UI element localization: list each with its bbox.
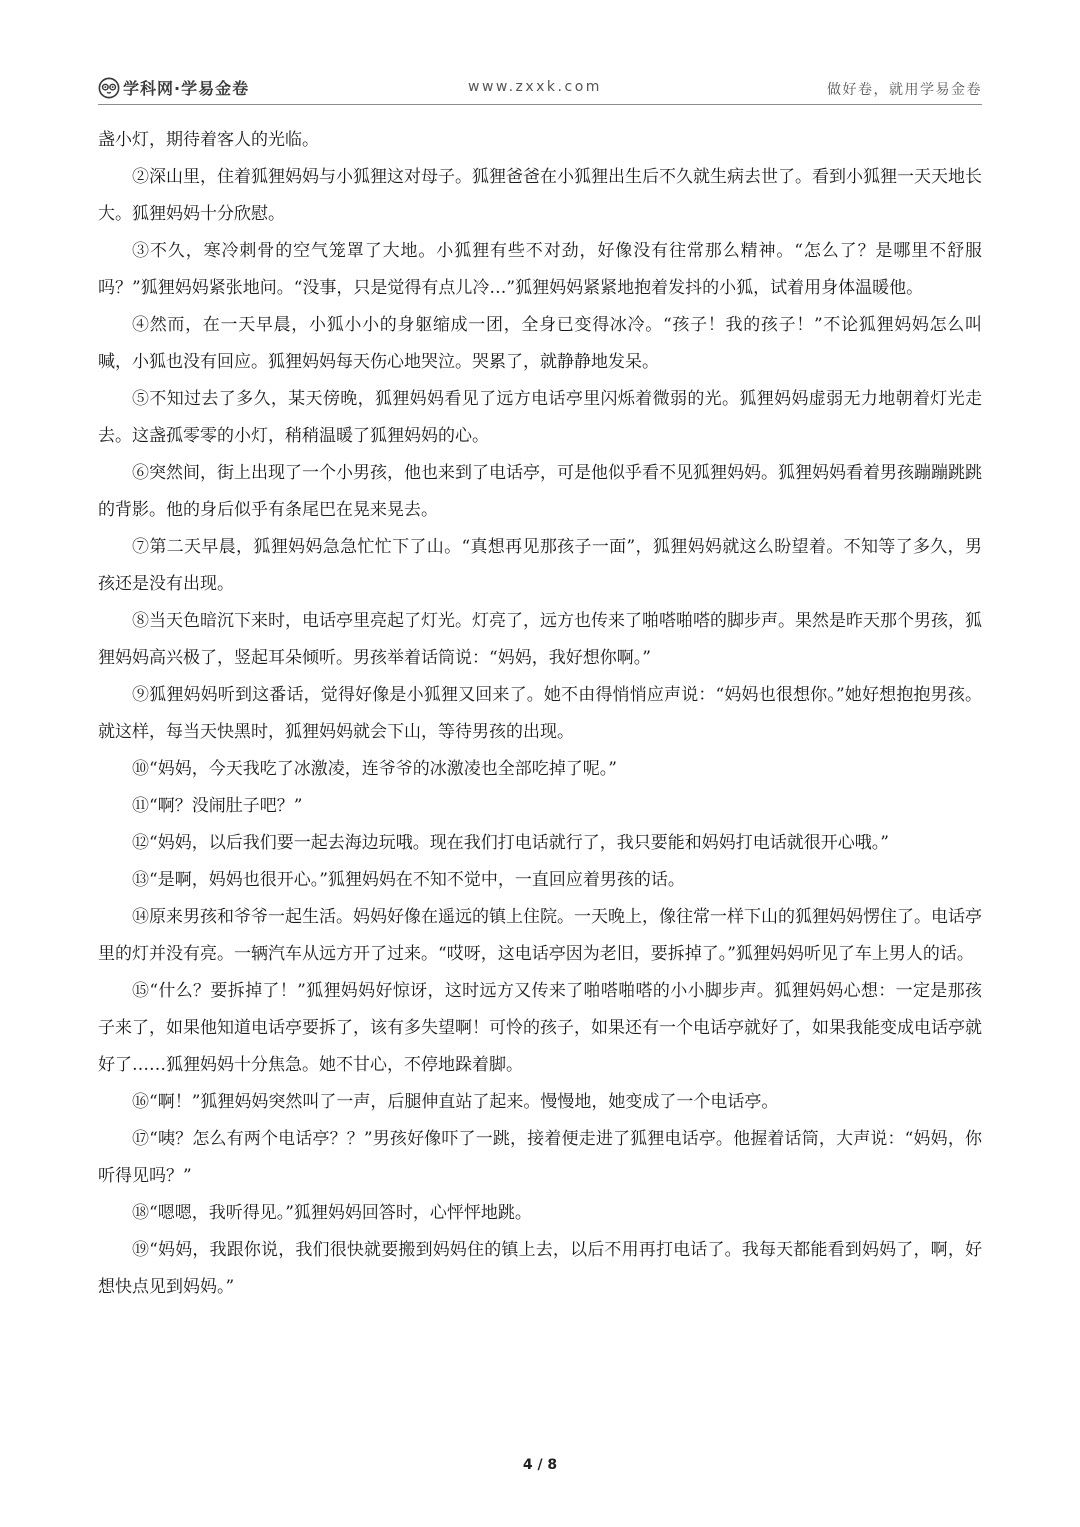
paragraph-continued: 盏小灯，期待着客人的光临。 [98,130,319,150]
paragraph-2: ②深山里，住着狐狸妈妈与小狐狸这对母子。狐狸爸爸在小狐狸出生后不久就生病去世了。看到小狐狸一天天地长大。狐狸妈妈十分欣慰。 [98,167,982,224]
header-divider [98,104,982,105]
paragraph-5: ⑤不知过去了多久，某天傍晚，狐狸妈妈看见了远方电话亭里闪烁着微弱的光。狐狸妈妈虚弱无力地朝着灯光走去。这盏孤零零的小灯，稍稍温暖了狐狸妈妈的心。 [98,389,982,446]
paragraph-4: ④然而，在一天早晨，小狐小小的身躯缩成一团，全身已变得冰冷。“孩子！我的孩子！”不论狐狸妈妈怎么叫喊，小狐也没有回应。狐狸妈妈每天伤心地哭泣。哭累了，就静静地发呆。 [98,315,982,372]
paragraph-11: ⑪“啊？没闹肚子吧？” [132,796,303,816]
logo-text: 学科网·学易金卷 [123,79,250,98]
header-slogan: 做好卷，就用学易金卷 [827,82,982,98]
brand-logo [98,76,249,99]
page-header [98,70,982,108]
paragraph-6: ⑥突然间，街上出现了一个小男孩，他也来到了电话亭，可是他似乎看不见狐狸妈妈。狐狸妈妈看着男孩蹦蹦跳跳的背影。他的身后似乎有条尾巴在晃来晃去。 [98,463,982,520]
paragraph-12: ⑫“妈妈，以后我们要一起去海边玩哦。现在我们打电话就行了，我只要能和妈妈打电话就很开心哦。” [132,833,889,853]
paragraph-7: ⑦第二天早晨，狐狸妈妈急急忙忙下了山。“真想再见那孩子一面”，狐狸妈妈就这么盼望着。不知等了多久，男孩还是没有出现。 [98,537,982,594]
paragraph-19: ⑲“妈妈，我跟你说，我们很快就要搬到妈妈住的镇上去，以后不用再打电话了。我每天都能看到妈妈了，啊，好想快点见到妈妈。” [98,1240,982,1297]
paragraph-17: ⑰“咦？怎么有两个电话亭？？”男孩好像吓了一跳，接着便走进了狐狸电话亭。他握着话筒，大声说：“妈妈，你听得见吗？” [98,1129,982,1186]
paragraph-15: ⑮“什么？要拆掉了！”狐狸妈妈好惊讶，这时远方又传来了啪嗒啪嗒的小小脚步声。狐狸妈妈心想：一定是那孩子来了，如果他知道电话亭要拆了，该有多失望啊！可怜的孩子，如果还有一个电话亭就好了，如果我能变成电话亭就好了……狐狸妈妈十分焦急。她不甘心，不停地跺着脚。 [98,981,982,1075]
paragraph-13: ⑬“是啊，妈妈也很开心。”狐狸妈妈在不知不觉中，一直回应着男孩的话。 [132,870,685,890]
paragraph-9: ⑨狐狸妈妈听到这番话，觉得好像是小狐狸又回来了。她不由得悄悄应声说：“妈妈也很想你。”她好想抱抱男孩。就这样，每当天快黑时，狐狸妈妈就会下山，等待男孩的出现。 [98,685,982,742]
paragraph-8: ⑧当天色暗沉下来时，电话亭里亮起了灯光。灯亮了，远方也传来了啪嗒啪嗒的脚步声。果然是昨天那个男孩，狐狸妈妈高兴极了，竖起耳朵倾听。男孩举着话筒说：“妈妈，我好想你啊。” [98,611,982,668]
article-body [98,122,982,1306]
paragraph-10: ⑩“妈妈，今天我吃了冰激凌，连爷爷的冰激凌也全部吃掉了呢。” [132,759,617,779]
paragraph-16: ⑯“啊！”狐狸妈妈突然叫了一声，后腿伸直站了起来。慢慢地，她变成了一个电话亭。 [132,1092,779,1112]
paragraph-3: ③不久，寒冷刺骨的空气笼罩了大地。小狐狸有些不对劲，好像没有往常那么精神。“怎么了？是哪里不舒服吗？”狐狸妈妈紧张地问。“没事，只是觉得有点儿冷…”狐狸妈妈紧紧地抱着发抖的小狐，试着用身体温暖他。 [98,241,982,298]
owl-logo-icon [98,77,120,99]
site-url[interactable]: www.zxxk.com [468,79,602,95]
page-number: 4 / 8 [522,1457,558,1473]
paragraph-14: ⑭原来男孩和爷爷一起生活。妈妈好像在遥远的镇上住院。一天晚上，像往常一样下山的狐狸妈妈愣住了。电话亭里的灯并没有亮。一辆汽车从远方开了过来。“哎呀，这电话亭因为老旧，要拆掉了。”狐狸妈妈听见了车上男人的话。 [98,907,982,964]
paragraph-18: ⑱“嗯嗯，我听得见。”狐狸妈妈回答时，心怦怦地跳。 [132,1203,532,1223]
